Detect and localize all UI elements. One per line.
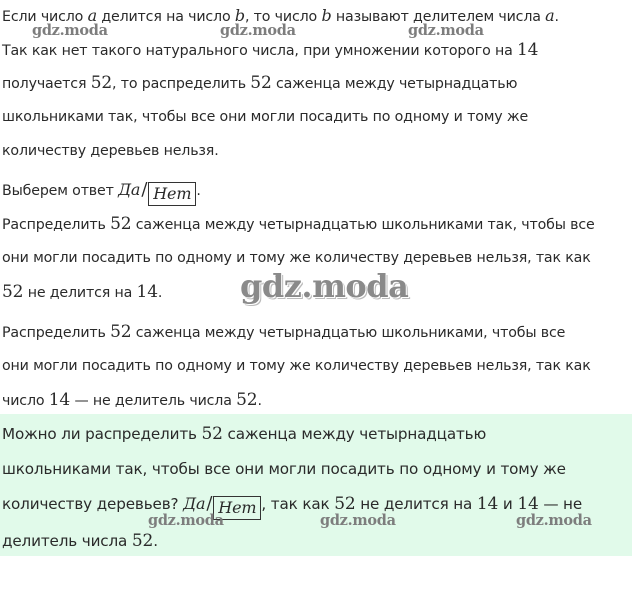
watermark-large: gdz.moda (240, 267, 409, 305)
explanation-2-line-3: число 14 — не делитель числа 52. (2, 390, 262, 410)
choose-answer-line: Выберем ответ Да/ Нет . (2, 180, 201, 206)
option-yes: Да (118, 180, 141, 199)
reason-line-3: школьниками так, чтобы все они могли посадить по одному и тому же (2, 109, 529, 125)
answer-line-3: количеству деревьев? Да/ Нет , так как 52 не делится на 14 и 14 — не (2, 494, 582, 520)
answer-line-2: школьниками так, чтобы все они могли посадить по одному и тому же (2, 460, 566, 478)
watermark: gdz.moda (408, 22, 484, 39)
answer-option-yes: Да (183, 494, 206, 513)
watermark: gdz.moda (32, 22, 108, 39)
answer-option-no-selected: Нет (213, 496, 261, 520)
watermark: gdz.moda (220, 22, 296, 39)
explanation-2-line-2: они могли посадить по одному и тому же количеству деревьев нельзя, так как (2, 358, 591, 374)
reason-line-1: Так как нет такого натурального числа, при умножении которого на 14 (2, 40, 539, 60)
reason-line-4: количеству деревьев нельзя. (2, 143, 219, 159)
definition-line: Если число a делится на число b, то число b называют делителем числа a. (2, 6, 559, 25)
watermark: gdz.moda (148, 512, 224, 529)
option-no-selected: Нет (148, 182, 196, 206)
explanation-2-line-1: Распределить 52 саженца между четырнадцатью школьниками, чтобы все (2, 322, 566, 342)
watermark: gdz.moda (320, 512, 396, 529)
answer-line-1: Можно ли распределить 52 саженца между четырнадцатью (2, 424, 487, 444)
explanation-1-line-2: они могли посадить по одному и тому же количеству деревьев нельзя, так как (2, 250, 591, 266)
explanation-1-line-1: Распределить 52 саженца между четырнадцатью школьниками так, чтобы все (2, 214, 595, 234)
reason-line-2: получается 52, то распределить 52 саженца между четырнадцатью (2, 73, 518, 93)
explanation-1-line-3: 52 не делится на 14. (2, 282, 163, 302)
watermark: gdz.moda (516, 512, 592, 529)
answer-line-4: делитель числа 52. (2, 531, 158, 551)
